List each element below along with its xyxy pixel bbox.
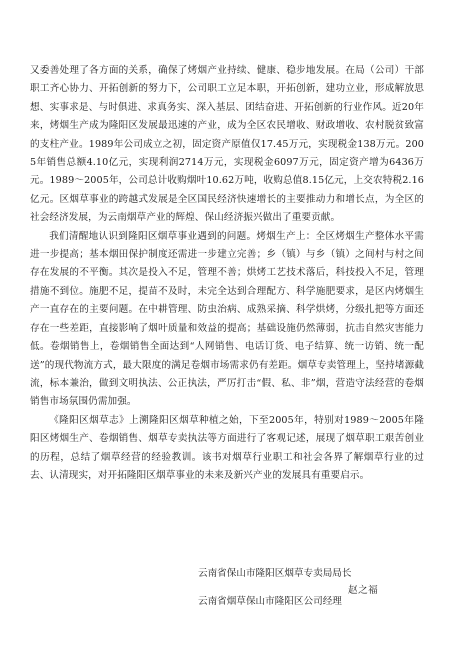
signature-name: 赵之福 (348, 585, 379, 596)
signature-block (198, 566, 428, 610)
body-text (30, 62, 424, 485)
paragraph-3: 《隆阳区烟草志》上溯隆阳区烟草种植之始，下至2005年，特别对1989～2005年隆阳区烤烟生产、卷烟销售、烟草专卖执法等方面进行了客观记述，展现了烟草职工艰苦创业的历程，总结了烟草经营的经验教训。该书对烟草行业职工和社会各界了解烟草行业的过去、认清现实，对开拓隆阳区烟草事业的未来及新兴产业的发展具有重要启示。 (30, 414, 424, 481)
paragraph-1: 又委善处理了各方面的关系，确保了烤烟产业持续、健康、稳步地发展。在局（公司）干部职工齐心协力、开拓创新的努力下，公司职工立足本职，开拓创新，建功立业，形成解放思想、实事求是、与时俱进、求真务实、深入基层、团结奋进、开拓创新的行业作风。近20年来，烤烟生产成为隆阳区发展最迅速的产业，成为全区农民增收、财政增收、农村脱贫致富的支柱产业。1989年公司成立之初，固定资产原值仅17.45万元，实现税金138万元。2005年销售总额4.10亿元，实现利润2714万元，实现税金6097万元，固定资产增为6436万元。1989～2005年，公司总计收购烟叶10.62万吨，收购总值8.15亿元，上交农特税2.16亿元。区烟草事业的跨越式发展是全区国民经济快速增长的主要推动力和增长点，为全区的社会经济发展，为云南烟草产业的辉煌、保山经济振兴做出了重要贡献。 (30, 65, 424, 224)
signature-title-1: 云南省保山市隆阳区烟草专卖局局长 (198, 568, 352, 579)
paragraph-2: 我们清醒地认识到隆阳区烟草事业遇到的问题。烤烟生产上：全区烤烟生产整体水平需进一步提高；基本烟田保护制度还需进一步建立完善；乡（镇）与乡（镇）之间村与村之间存在发展的不平衡。其次是投入不足，管理不善；烘烤工艺技术落后，科技投入不足，管理措施不到位。施肥不足，提苗不及时，未完全达到合理配方、科学施肥要求，是区内烤烟生产一直存在的主要问题。在中耕管理、防虫治病、成熟采摘、科学烘烤，分级扎把等方面还存在一些差距，直接影响了烟叶质量和效益的提高；基础设施仍然薄弱，抗击自然灾害能力低。卷烟销售上，卷烟销售全面达到“人网销售、电话订货、电子结算、统一访销、统一配送”的现代物流方式，最大限度的满足卷烟市场需求仍有差距。烟草专卖管理上，坚持堵源截流，标本兼治，做到文明执法、公正执法，严厉打击“假、私、非”烟，营造守法经营的卷烟销售市场氛围仍需加强。 (30, 230, 424, 408)
signature-title-2: 云南省烟草保山市隆阳区公司经理 (198, 596, 342, 607)
